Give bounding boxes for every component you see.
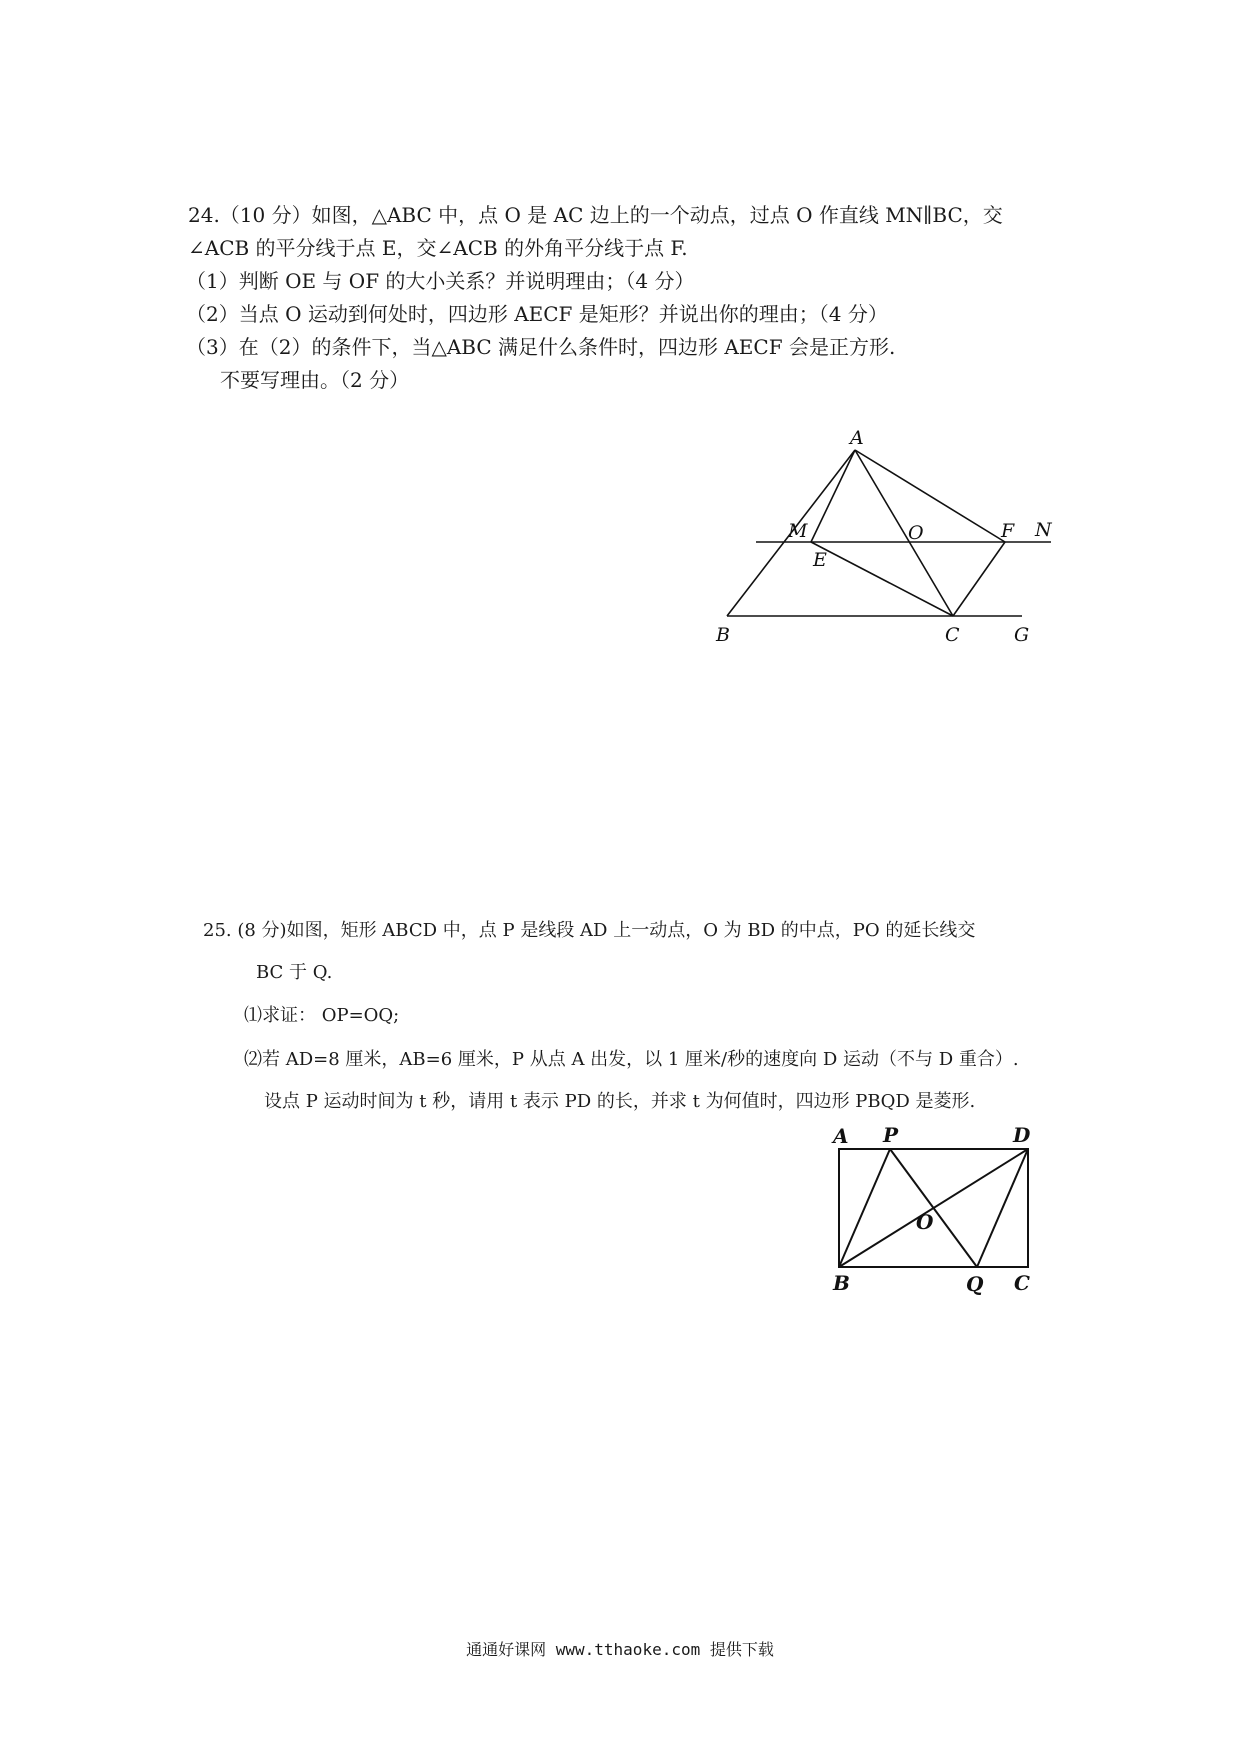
label-a: A <box>850 427 864 449</box>
q24-part-3: （3）在（2）的条件下，当△ABC 满足什么条件时，四边形 AECF 会是正方形. <box>186 335 896 359</box>
q25-part-1: ⑴求证： OP=OQ; <box>244 1005 400 1026</box>
label-o: O <box>908 522 924 544</box>
q25-figure <box>820 1115 1050 1305</box>
segment-qd <box>977 1149 1028 1267</box>
q25-stem-line-2: BC 于 Q. <box>256 962 333 983</box>
segment-ae <box>811 450 855 542</box>
label-a: A <box>833 1124 849 1148</box>
label-g: G <box>1014 624 1030 646</box>
label-o: O <box>916 1210 934 1234</box>
q24-figure <box>700 427 1080 650</box>
label-e: E <box>813 549 827 571</box>
segment-af <box>855 450 1005 542</box>
q25-part-2-note: 设点 P 运动时间为 t 秒，请用 t 表示 PD 的长，并求 t 为何值时，四边形 PBQD 是菱形. <box>264 1091 976 1112</box>
page-footer: 通通好课网 www.tthaoke.com 提供下载 <box>466 1640 774 1659</box>
q24-stem-line-2: ∠ACB 的平分线于点 E，交∠ACB 的外角平分线于点 F. <box>188 236 688 260</box>
q24-part-1: （1）判断 OE 与 OF 的大小关系？并说明理由；（4 分） <box>186 269 695 293</box>
q25-stem-line-1: 25. (8 分)如图，矩形 ABCD 中，点 P 是线段 AD 上一动点，O 为 BD 的中点，PO 的延长线交 <box>203 920 976 941</box>
segment-bp <box>839 1149 890 1267</box>
label-m: M <box>788 520 808 542</box>
label-b: B <box>833 1271 850 1295</box>
label-d: D <box>1013 1123 1031 1147</box>
q24-stem-line-1: 24.（10 分）如图，△ABC 中，点 O 是 AC 边上的一个动点，过点 O 作直线 MN∥BC，交 <box>188 203 1003 227</box>
label-b: B <box>716 624 730 646</box>
label-c: C <box>945 624 960 646</box>
label-f: F <box>1001 520 1015 542</box>
q24-part-3-note: 不要写理由。（2 分） <box>220 368 410 392</box>
q24-part-2: （2）当点 O 运动到何处时，四边形 AECF 是矩形？并说出你的理由；（4 分） <box>186 302 888 326</box>
segment-bd <box>839 1149 1028 1267</box>
q25-part-2: ⑵若 AD=8 厘米，AB=6 厘米，P 从点 A 出发，以 1 厘米/秒的速度向 D 运动（不与 D 重合）. <box>244 1049 1019 1070</box>
label-n: N <box>1035 519 1052 541</box>
label-c: C <box>1014 1271 1030 1295</box>
label-q: Q <box>966 1272 984 1296</box>
label-p: P <box>883 1123 899 1147</box>
segment-fc <box>953 542 1005 616</box>
